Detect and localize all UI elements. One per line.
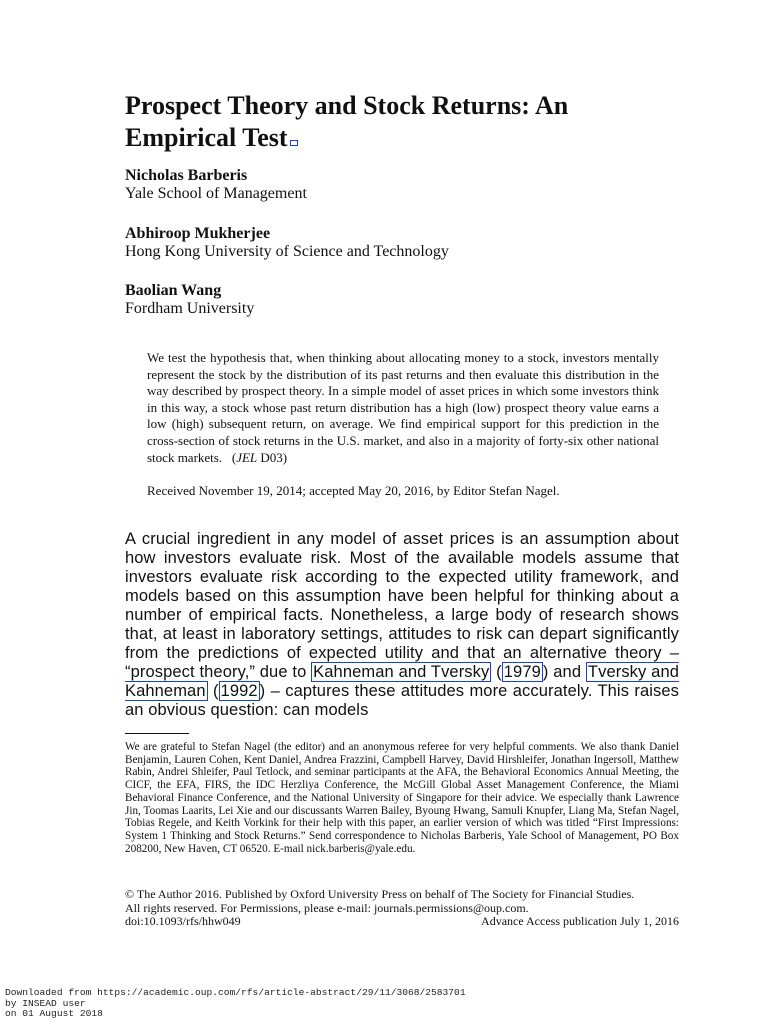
citation-link-1992[interactable]: 1992	[220, 682, 258, 700]
paper-title-text: Prospect Theory and Stock Returns: An Empirical Test	[125, 91, 569, 152]
received-line: Received November 19, 2014; accepted May 20, 2016, by Editor Stefan Nagel.	[147, 483, 560, 498]
copyright-block	[125, 888, 679, 929]
citation-open-paren: (	[207, 682, 219, 700]
author-affiliation: Fordham University	[125, 300, 255, 317]
citation-close-paren: )	[259, 682, 266, 700]
author-affiliation: Hong Kong University of Science and Technology	[125, 243, 449, 260]
jel-prefix: (	[231, 449, 237, 465]
author-block-3	[125, 282, 254, 318]
citation-link-1979[interactable]: 1979	[503, 663, 541, 681]
author-name: Nicholas Barberis	[125, 167, 248, 184]
body-text-part: – captures these attitudes more accurately. This raises an obvious question: can models	[125, 682, 679, 719]
jel-code: D03)	[257, 449, 288, 465]
footnote: We are grateful to Stefan Nagel (the editor) and an anonymous referee for very helpful comments. We also thank Daniel Benjamin, Lauren Cohen, Kent Daniel, Andrea Frazzini, Campbell Harvey, David Hirshleifer, Jonathan Ingersoll, Matthew Rabin, Andrei Shleifer, Paul Tetlock, and seminar participants at the AFA, the Behavioral Economics Annual Meeting, the CICF, the EFA, FIRS, the IDC Herzliya Conference, the McGill Global Asset Management Conference, the Miami Behavioral Finance Conference, and the National University of Singapore for their advice. We especially thank Lawrence Jin, Toomas Laarits, Lei Xie and our discussants Warren Bailey, Byoung Hwang, Samuli Knupfer, Liang Ma, Stefan Nagel, Tobias Regele, and Keith Vorkink for their help with this paper, an earlier version of which was titled “First Impressions: System 1 Thinking and Stock Returns.” Send correspondence to Nicholas Barberis, Yale School of Management, PO Box 208200, New Haven, CT 06520. E-mail nick.barberis@yale.edu.	[125, 741, 679, 855]
jel-label: JEL	[236, 449, 258, 465]
advance-access: Advance Access publication July 1, 2016	[481, 914, 679, 928]
author-block-2	[125, 225, 449, 261]
download-stamp-line: Downloaded from https://academic.oup.com/rfs/article-abstract/29/11/3068/2583701	[5, 987, 466, 998]
footnote-rule	[125, 733, 189, 734]
author-name: Abhiroop Mukherjee	[125, 225, 271, 242]
body-text-part: and	[548, 663, 586, 681]
copyright-line: © The Author 2016. Published by Oxford University Press on behalf of The Society for Financial Studies.	[125, 887, 635, 901]
doi: doi:10.1093/rfs/hhw049	[125, 914, 241, 928]
permissions-line: All rights reserved. For Permissions, please e-mail: journals.permissions@oup.com.	[125, 900, 529, 915]
citation-link-kahneman-tversky[interactable]: Kahneman and Tversky	[313, 663, 490, 681]
paper-title	[125, 90, 685, 154]
abstract	[147, 350, 659, 466]
citation-link-tversky-kahneman[interactable]: Tversky and Kahneman	[125, 663, 679, 700]
body-text-part: A crucial ingredient in any model of asset prices is an assumption about how investors evaluate risk. Most of the available models assume that investors evaluate risk according to the expected utility framework, and models based on this assumption have been helpful for thinking about a number of empirical facts. Nonetheless, a large body of research shows that, at least in laboratory settings, attitudes to risk can depart significantly from the predictions of expected utility and that an alternative theory – “prospect theory,” due to	[125, 530, 679, 681]
body-paragraph	[125, 530, 679, 720]
download-stamp-line: on 01 August 2018	[5, 1008, 103, 1019]
doi-row	[125, 915, 679, 929]
download-stamp-line: by INSEAD user	[5, 997, 86, 1009]
citation-close-paren: )	[542, 663, 549, 681]
citation-open-paren: (	[491, 663, 502, 681]
abstract-text: We test the hypothesis that, when thinking about allocating money to a stock, investors mentally represent the stock by the distribution of its past returns and then evaluate this distribution in the way described by prospect theory. In a simple model of asset prices in which some investors think in this way, a stock whose past return distribution has a high (low) prospect theory value earns a low (high) subsequent return, on average. We find empirical support for this prediction in the cross-section of stock returns in the U.S. market, and also in a majority of forty-six other national stock markets.	[147, 350, 659, 465]
download-stamp	[5, 988, 466, 1020]
author-name: Baolian Wang	[125, 282, 222, 299]
author-affiliation: Yale School of Management	[125, 185, 307, 202]
author-block-1	[125, 167, 307, 203]
title-footnote-link[interactable]	[290, 140, 298, 146]
